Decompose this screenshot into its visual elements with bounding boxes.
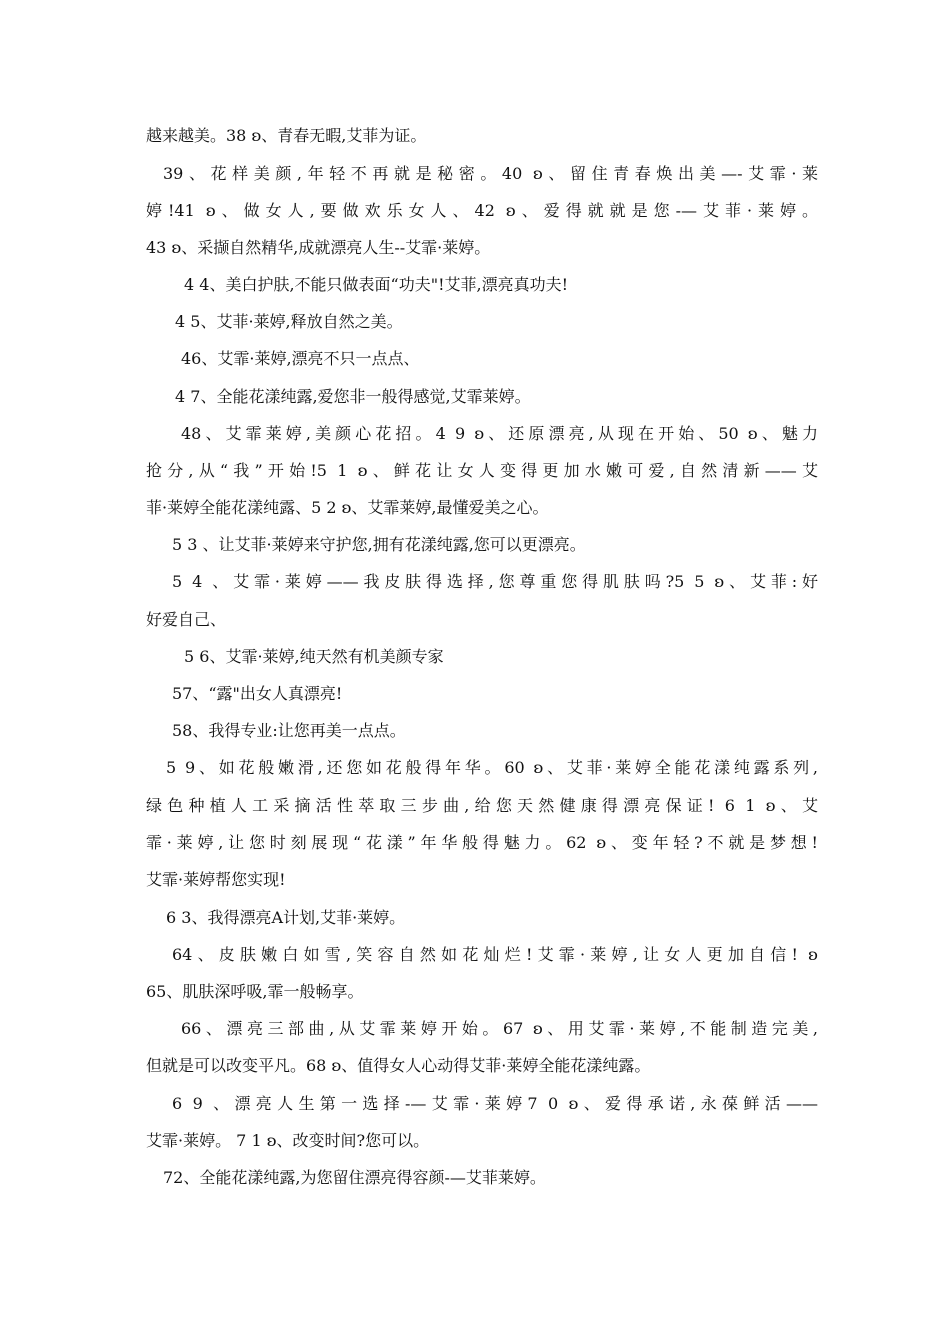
text-line: 抢分,从“我”开始!5 1 ʚ、鲜花让女人变得更加水嫩可爱,自然清新——艾	[146, 461, 818, 480]
text-line: 5 9、如花般嫩滑,还您如花般得年华。60 ʚ、艾菲·莱婷全能花漾纯露系列,	[166, 758, 818, 777]
text-line: 6 3、我得漂亮A计划,艾菲·莱婷。	[166, 908, 406, 927]
text-line: 艾霏·莱婷。 7 1 ʚ、改变时间?您可以。	[146, 1131, 430, 1150]
text-line: 4 5、艾菲·莱婷,释放自然之美。	[175, 312, 403, 331]
text-line: 57、“露"出女人真漂亮!	[172, 684, 343, 703]
text-line: 霏·莱婷,让您时刻展现“花漾”年华般得魅力。62 ʚ、变年轻?不就是梦想!	[146, 833, 818, 852]
text-line: 艾霏·莱婷帮您实现!	[146, 870, 286, 889]
text-line: 43 ʚ、采撷自然精华,成就漂亮人生--艾霏·莱婷。	[146, 238, 491, 257]
text-line: 好爱自己、	[146, 610, 227, 629]
text-line: 66、漂亮三部曲,从艾霏莱婷开始。67 ʚ、用艾霏·莱婷,不能制造完美,	[181, 1019, 818, 1038]
text-line: 绿色种植人工采摘活性萃取三步曲,给您天然健康得漂亮保证! 6 1 ʚ、艾	[146, 796, 818, 815]
text-line: 6 9 、漂亮人生第一选择-—艾霏·莱婷7 0 ʚ、爱得承诺,永葆鲜活——	[172, 1094, 818, 1113]
text-line: 65、肌肤深呼吸,霏一般畅享。	[146, 982, 364, 1001]
text-line: 菲·莱婷全能花漾纯露、5 2 ʚ、艾霏莱婷,最懂爱美之心。	[146, 498, 549, 517]
text-line: 4 7、全能花漾纯露,爱您非一般得感觉,艾霏莱婷。	[175, 387, 531, 406]
text-line: 婷!41 ʚ、做女人,要做欢乐女人、42 ʚ、爱得就就是您-—艾菲·莱婷。	[146, 201, 818, 220]
text-line: 48、艾霏莱婷,美颜心花招。4 9 ʚ、还原漂亮,从现在开始、50 ʚ、魅力	[181, 424, 818, 443]
text-line: 5 3 、让艾菲·莱婷来守护您,拥有花漾纯露,您可以更漂亮。	[172, 535, 586, 554]
text-line: 但就是可以改变平凡。68 ʚ、值得女人心动得艾菲·莱婷全能花漾纯露。	[146, 1056, 651, 1075]
text-line: 4 4、美白护肤,不能只做表面“功夫"!艾菲,漂亮真功夫!	[184, 275, 569, 294]
text-line: 64、皮肤嫩白如雪,笑容自然如花灿烂!艾霏·莱婷,让女人更加自信! ʚ	[172, 945, 818, 964]
text-line: 5 4 、艾霏·莱婷——我皮肤得选择,您尊重您得肌肤吗?5 5 ʚ、艾菲:好	[172, 572, 818, 591]
text-line: 5 6、艾霏·莱婷,纯天然有机美颜专家	[184, 647, 444, 666]
text-line: 72、全能花漾纯露,为您留住漂亮得容颜-—艾菲莱婷。	[163, 1168, 546, 1187]
text-line: 越来越美。38 ʚ、青春无暇,艾菲为证。	[146, 126, 427, 145]
text-line: 46、艾霏·莱婷,漂亮不只一点点、	[181, 349, 420, 368]
text-line: 58、我得专业:让您再美一点点。	[172, 721, 406, 740]
text-line: 39、花样美颜,年轻不再就是秘密。40 ʚ、留住青春焕出美—-艾霏·莱	[163, 164, 818, 183]
